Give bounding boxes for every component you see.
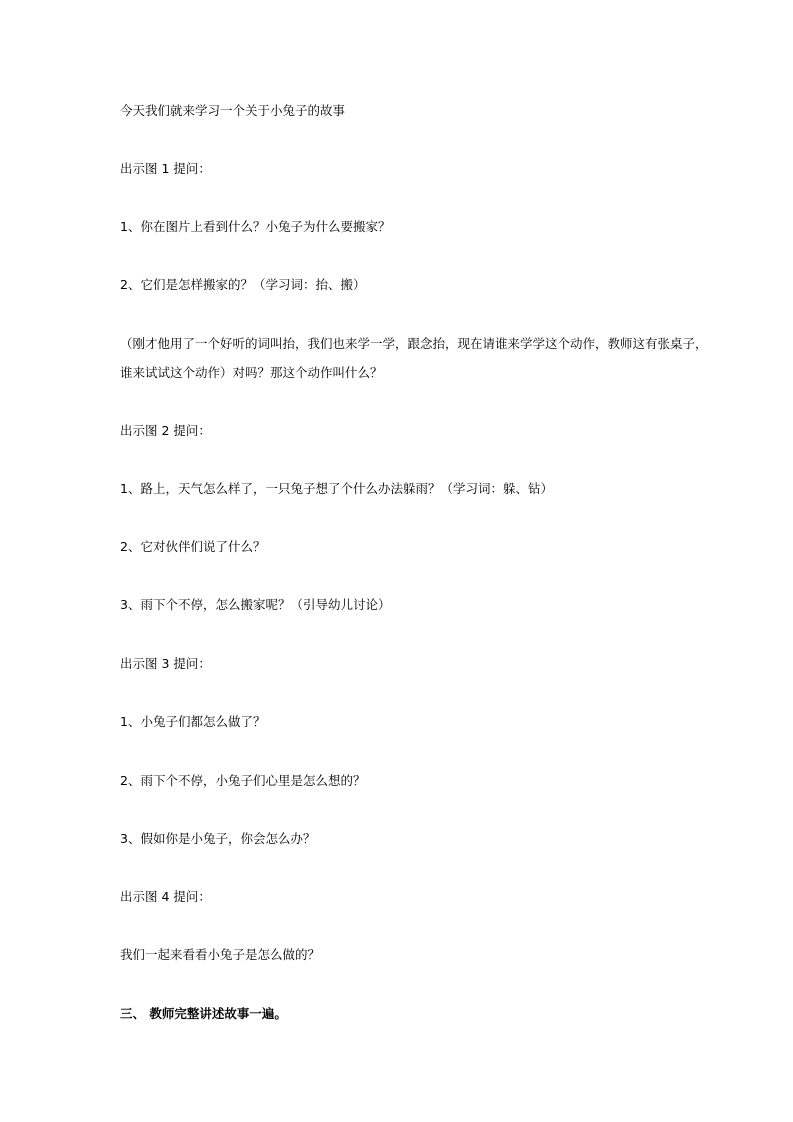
picture-2-question-3: 3、雨下个不停，怎么搬家呢？（引导幼儿讨论） (120, 597, 391, 612)
picture-3-question-2: 2、雨下个不停，小兔子们心里是怎么想的？ (120, 773, 366, 788)
teaching-note-line-2: 谁来试试这个动作）对吗？那这个动作叫什么？ (120, 365, 383, 380)
intro-line: 今天我们就来学习一个关于小兔子的故事 (120, 103, 346, 118)
picture-2-question-1: 1、路上，天气怎么样了，一只兔子想了个什么办法躲雨？（学习词：躲、钻） (120, 481, 553, 496)
picture-3-question-1: 1、小兔子们都怎么做了？ (120, 714, 266, 729)
picture-1-question-1: 1、你在图片上看到什么？小兔子为什么要搬家？ (120, 219, 391, 234)
picture-4-prompt: 我们一起来看看小兔子是怎么做的？ (120, 947, 321, 962)
picture-2-heading: 出示图 2 提问： (120, 423, 211, 438)
picture-4-heading: 出示图 4 提问： (120, 889, 211, 904)
teaching-note-line-1: （刚才他用了一个好听的词叫抬，我们也来学一学，跟念抬，现在请谁来学学这个动作，教师这有张桌子， (120, 336, 708, 351)
section-three-heading: 三、 教师完整讲述故事一遍。 (120, 1006, 287, 1021)
picture-3-question-3: 3、假如你是小兔子，你会怎么办？ (120, 831, 316, 846)
picture-1-question-2: 2、它们是怎样搬家的？（学习词：抬、搬） (120, 277, 366, 292)
picture-1-heading: 出示图 1 提问： (120, 161, 211, 176)
picture-3-heading: 出示图 3 提问： (120, 656, 211, 671)
picture-2-question-2: 2、它对伙伴们说了什么？ (120, 539, 266, 554)
